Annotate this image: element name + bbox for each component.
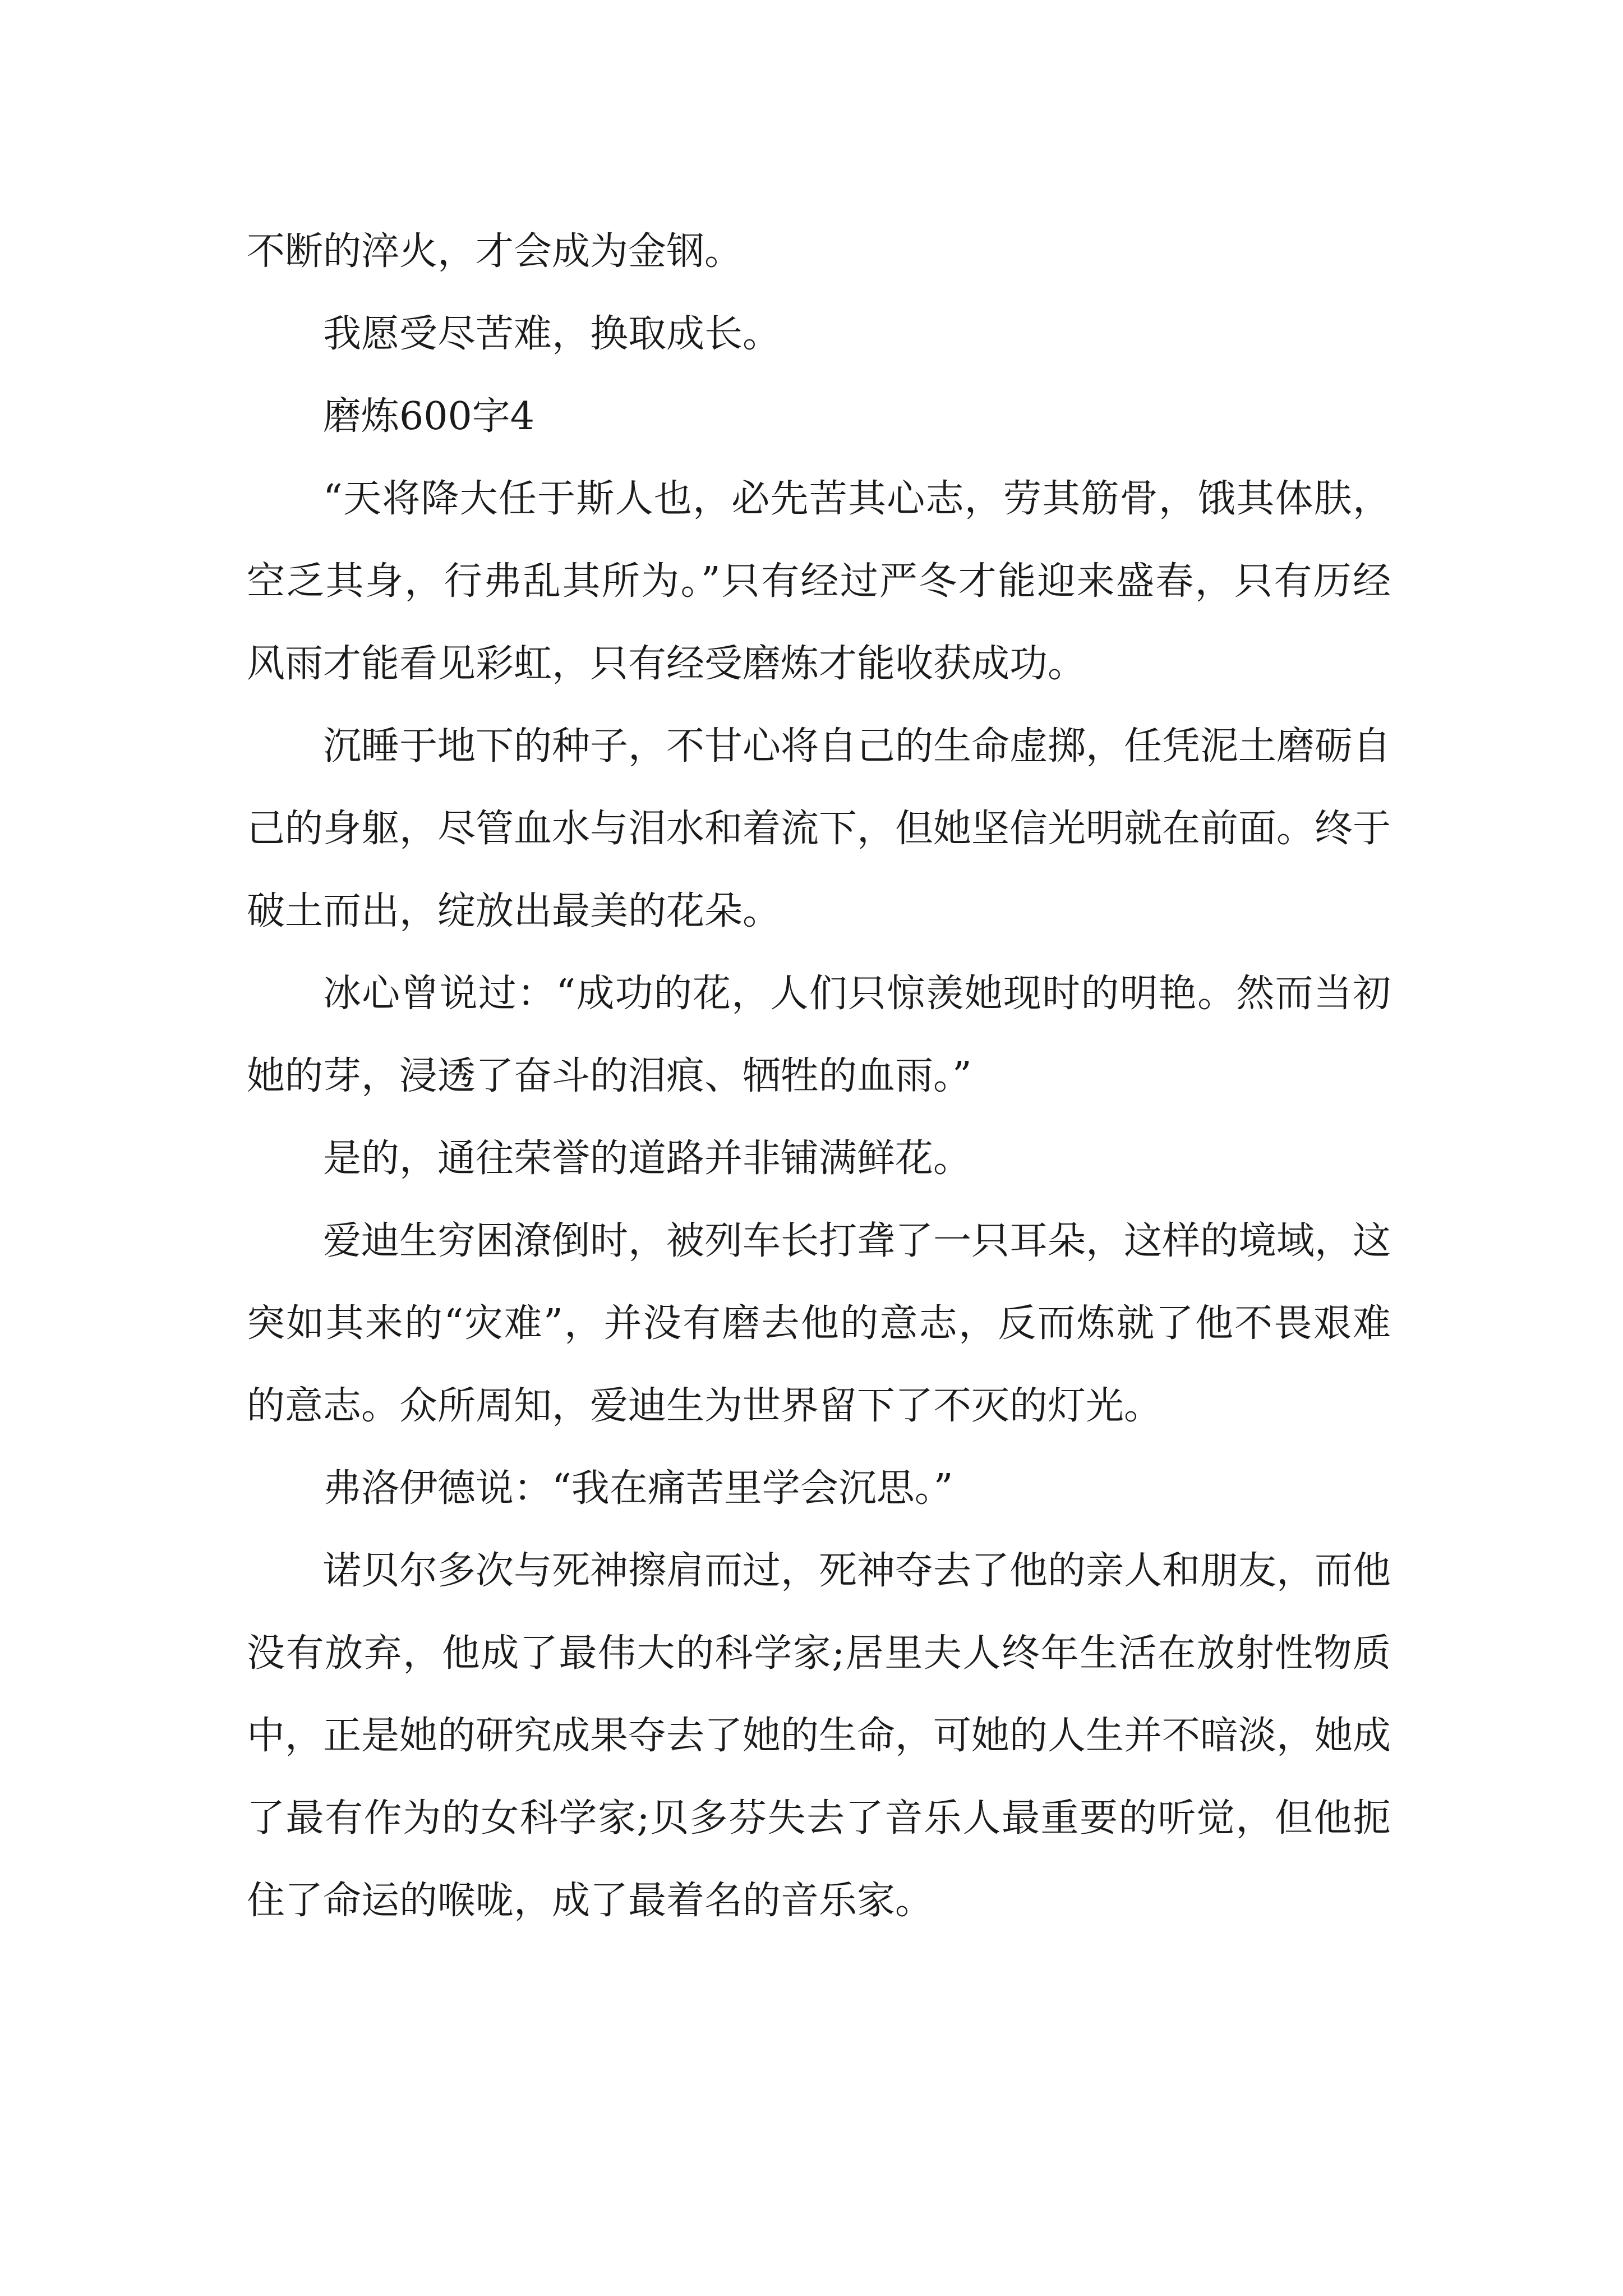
paragraph: 爱迪生穷困潦倒时，被列车长打聋了一只耳朵，这样的境域，这突如其来的“灾难”，并没有磨去他的意志，反而炼就了他不畏艰难的意志。众所周知，爱迪生为世界留下了不灭的灯光。 xyxy=(247,1219,1391,1428)
document-body xyxy=(247,210,1391,1942)
paragraph: 诺贝尔多次与死神擦肩而过，死神夺去了他的亲人和朋友，而他没有放弃，他成了最伟大的科学家;居里夫人终年生活在放射性物质中，正是她的研究成果夺去了她的生命，可她的人生并不暗淡，她成了最有作为的女科学家;贝多芬失去了音乐人最重要的听觉，但他扼住了命运的喉咙，成了最着名的音乐家。 xyxy=(247,1549,1391,1923)
paragraph: “天将降大任于斯人也，必先苦其心志，劳其筋骨，饿其体肤，空乏其身，行弗乱其所为。”只有经过严冬才能迎来盛春，只有历经风雨才能看见彩虹，只有经受磨炼才能收获成功。 xyxy=(247,477,1391,686)
paragraph: 弗洛伊德说：“我在痛苦里学会沉思。” xyxy=(323,1466,953,1511)
paragraph: 我愿受尽苦难，换取成长。 xyxy=(323,312,781,356)
paragraph: 冰心曾说过：“成功的花，人们只惊羡她现时的明艳。然而当初她的芽，浸透了奋斗的泪痕、牺牲的血雨。” xyxy=(247,972,1391,1098)
paragraph: 是的，通往荣誉的道路并非铺满鲜花。 xyxy=(323,1137,972,1181)
section-heading: 磨炼600字4 xyxy=(323,394,535,439)
paragraph-continuation: 不断的淬火，才会成为金钢。 xyxy=(247,229,743,274)
paragraph: 沉睡于地下的种子，不甘心将自己的生命虚掷，任凭泥土磨砺自己的身躯，尽管血水与泪水和着流下，但她坚信光明就在前面。终于破土而出，绽放出最美的花朵。 xyxy=(247,724,1391,933)
